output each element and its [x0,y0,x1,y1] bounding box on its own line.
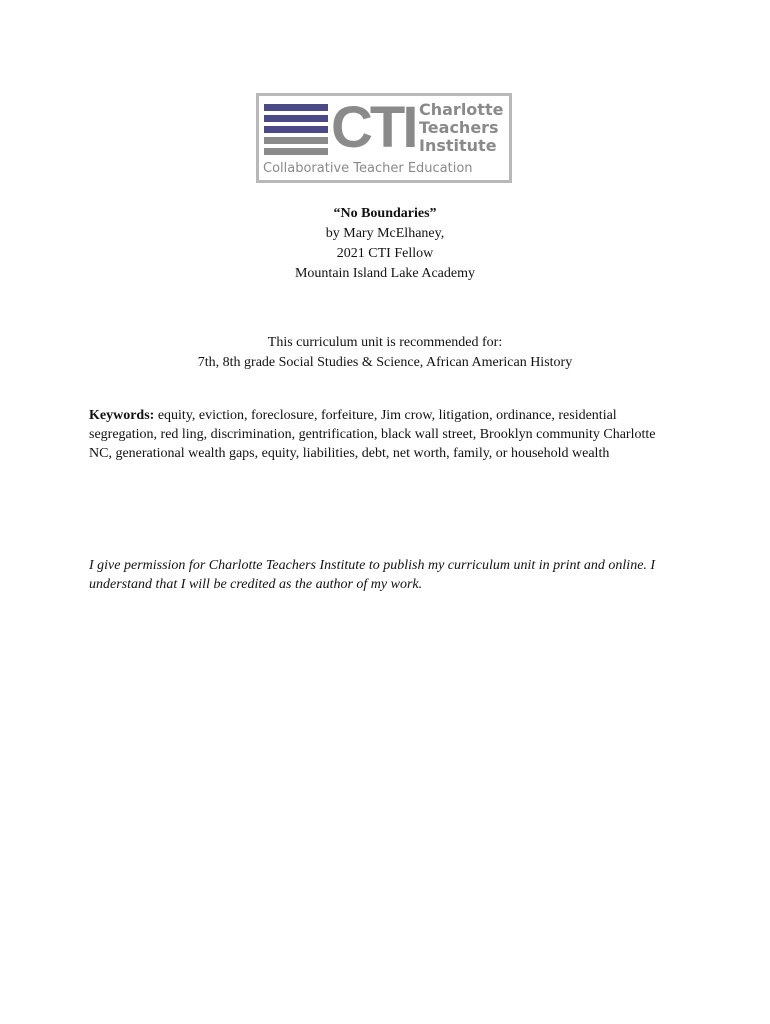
recommendation-grades: 7th, 8th grade Social Studies & Science, African American History [197,355,573,370]
unit-title: “No Boundaries” [333,206,437,221]
logo-name-line: Institute [419,136,497,155]
school-line: Mountain Island Lake Academy [294,266,475,281]
recommendation-intro: This curriculum unit is recommended for: [267,335,503,350]
logo-tagline: Collaborative Teacher Education [263,161,473,176]
title-block [0,204,770,284]
keywords-list: equity, eviction, foreclosure, forfeiture, Jim crow, litigation, ordinance, residential segregation, red ling, discrimination, gentrification, black wall street, Brooklyn community Charlotte NC, generational wealth gaps, equity, liabilities, debt, net worth, family, or household wealth [89,408,656,461]
keywords-label: Keywords: [89,408,155,423]
logo-acronym: CTI [331,95,416,160]
author-line: by Mary McElhaney, [325,226,445,241]
logo-name [419,101,503,155]
keywords-paragraph [89,406,669,463]
logo-bars-graphic [264,104,328,159]
cti-logo [256,93,512,183]
permission-statement: I give permission for Charlotte Teachers Institute to publish my curriculum unit in print and online. I understand that I will be credited as the author of my work. [89,558,656,592]
logo-name-line: Charlotte [419,100,504,119]
fellowship-line: 2021 CTI Fellow [336,246,434,261]
logo-name-line: Teachers [419,118,499,137]
recommendation-block [0,333,770,373]
